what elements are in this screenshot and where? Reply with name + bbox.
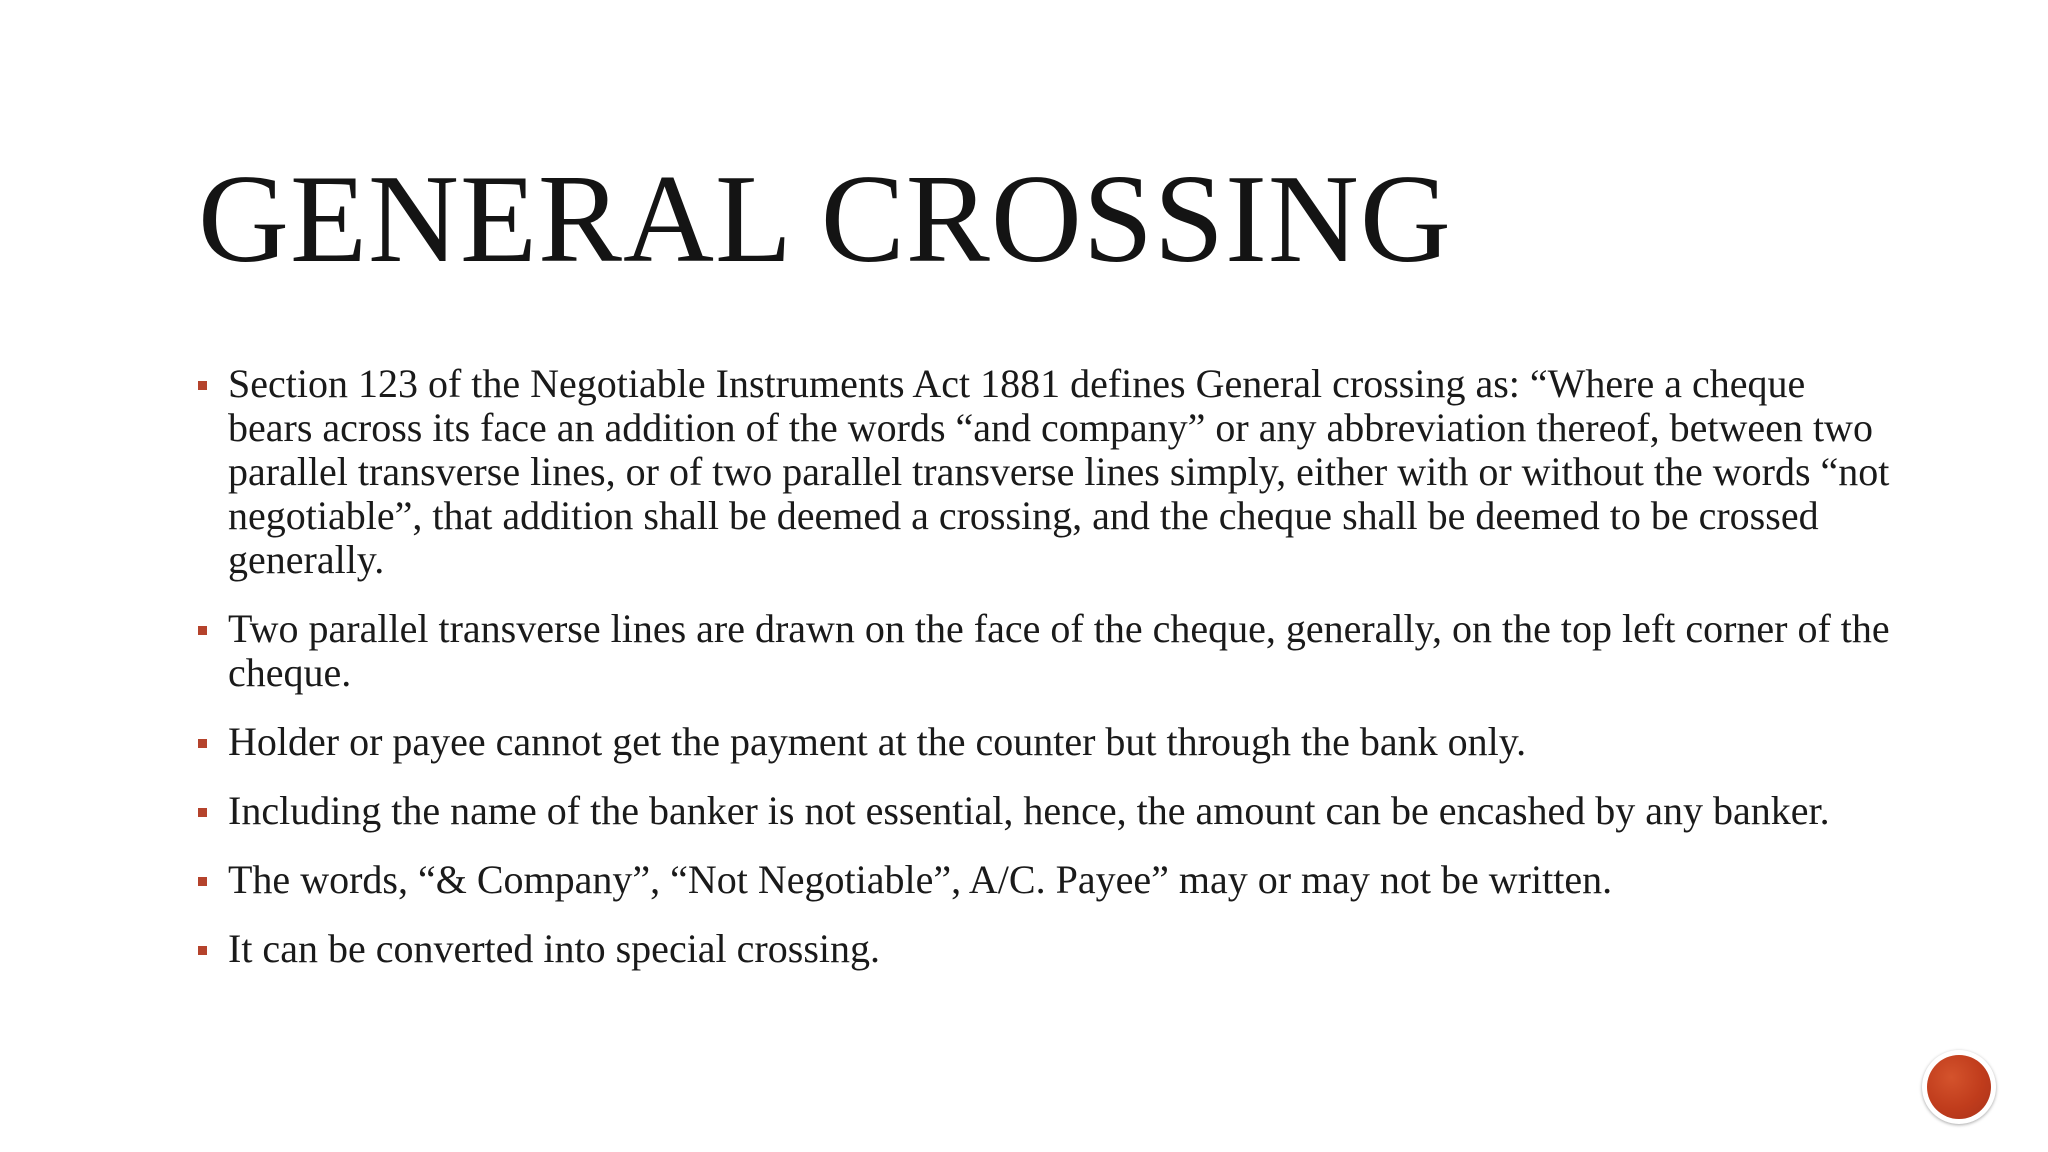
bullet-text: It can be converted into special crossing. bbox=[228, 926, 880, 971]
bullet-item bbox=[198, 720, 1898, 764]
square-bullet-icon bbox=[198, 877, 207, 886]
slide-nav-button[interactable] bbox=[1922, 1050, 1996, 1124]
bullet-item bbox=[198, 607, 1898, 695]
bullet-text: Including the name of the banker is not essential, hence, the amount can be encashed by any banker. bbox=[228, 788, 1830, 833]
square-bullet-icon bbox=[198, 739, 207, 748]
square-bullet-icon bbox=[198, 626, 207, 635]
bullet-item bbox=[198, 362, 1898, 582]
bullet-text: Section 123 of the Negotiable Instruments Act 1881 defines General crossing as: “Where a cheque bears across its face an addition of the words “and company” or any abbreviation thereof, between two parallel transverse lines, or of two parallel transverse lines simply, either with or without the words “not negotiable”, that addition shall be deemed a crossing, and the cheque shall be deemed to be crossed generally. bbox=[228, 361, 1890, 582]
square-bullet-icon bbox=[198, 946, 207, 955]
slide-title: GENERAL CROSSING bbox=[198, 150, 1452, 289]
square-bullet-icon bbox=[198, 808, 207, 817]
circle-nav-icon bbox=[1927, 1055, 1991, 1119]
bullet-item bbox=[198, 927, 1898, 971]
bullet-text: Two parallel transverse lines are drawn on the face of the cheque, generally, on the top left corner of the cheque. bbox=[228, 606, 1890, 695]
bullet-text: Holder or payee cannot get the payment at the counter but through the bank only. bbox=[228, 719, 1527, 764]
bullet-text: The words, “& Company”, “Not Negotiable”, A/C. Payee” may or may not be written. bbox=[228, 857, 1613, 902]
square-bullet-icon bbox=[198, 381, 207, 390]
bullet-list bbox=[198, 362, 1898, 996]
bullet-item bbox=[198, 789, 1898, 833]
bullet-item bbox=[198, 858, 1898, 902]
